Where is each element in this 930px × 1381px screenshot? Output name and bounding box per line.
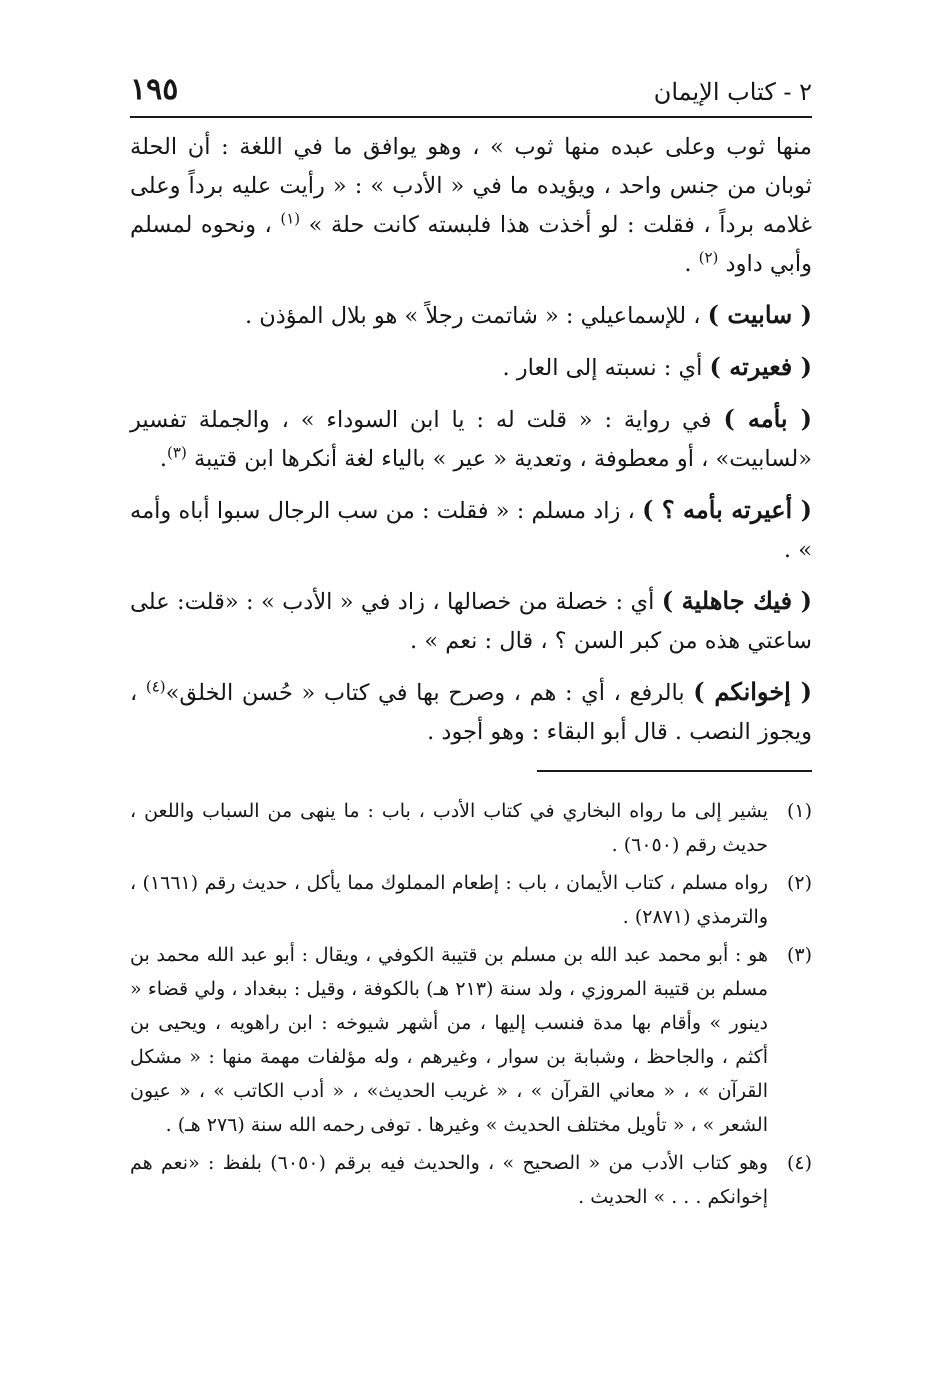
footnote-text: هو : أبو محمد عبد الله بن مسلم بن قتيبة الكوفي ، ويقال : أبو عبد الله محمد بن مسلم بن قتيبة المروزي ، ولد سنة (٢١٣ هـ) بالكوفة ، وقيل : ببغداد ، ولي قضاء « دينور » وأقام بها مدة فنسب إليها ، من أشهر شيوخه : ابن راهويه ، ويحيى بن أكثم ، والجاحظ ، وشبابة بن سوار ، وغيرهم ، وله مؤلفات مهمة منها : « مشكل القرآن » ، « معاني القرآن » ، « غريب الحديث» ، « أدب الكاتب » ، « عيون الشعر » ، « تأويل مختلف الحديث » وغيرها . توفى رحمه الله سنة (٢٧٦ هـ) . bbox=[130, 944, 769, 1136]
paragraph-5 bbox=[130, 490, 812, 570]
lemma-keyword: ( فعيرته ) bbox=[709, 352, 812, 381]
lemma-keyword: ( فيك جاهلية ) bbox=[661, 586, 812, 615]
chapter-title: ٢ - كتاب الإيمان bbox=[653, 78, 812, 106]
footnote-3 bbox=[130, 938, 812, 1142]
page-number: ١٩٥ bbox=[130, 72, 179, 107]
footnote-number: (٤) bbox=[786, 1152, 812, 1174]
paragraph-text: ، للإسماعيلي : « شاتمت رجلاً » هو بلال المؤذن . bbox=[244, 303, 708, 329]
paragraph-6 bbox=[130, 581, 812, 661]
footnote-number: (٣) bbox=[786, 944, 812, 966]
footnote-4 bbox=[130, 1146, 812, 1214]
footnote-text: وهو كتاب الأدب من « الصحيح » ، والحديث فيه برقم (٦٠٥٠) بلفظ : «نعم هم إخوانكم . . . » الحديث . bbox=[130, 1152, 768, 1208]
paragraph-text: في رواية : « قلت له : يا ابن السوداء » ، والجملة تفسير «لسابيت» ، أو معطوفة ، وتعدية « عير » بالياء لغة أنكرها ابن قتيبة bbox=[130, 407, 812, 472]
paragraph-text: أي : نسبته إلى العار . bbox=[502, 355, 710, 381]
lemma-keyword: ( إخوانكم ) bbox=[693, 677, 812, 706]
paragraph-7 bbox=[130, 672, 812, 752]
paragraph-text: منها ثوب وعلى عبده منها ثوب » ، وهو يوافق ما في اللغة : أن الحلة ثوبان من جنس واحد ، ويؤيده ما في « الأدب » : « رأيت عليه برداً وعلى غلامه برداً ، فقلت : لو أخذت هذا فلبسته كانت حلة » bbox=[130, 134, 812, 238]
footnote-ref-1[interactable]: (١) bbox=[280, 209, 301, 228]
footnote-text: يشير إلى ما رواه البخاري في كتاب الأدب ، باب : ما ينهى من السباب واللعن ، حديث رقم (٦٠٥٠) . bbox=[130, 800, 768, 856]
paragraph-text: . bbox=[159, 446, 168, 472]
footnotes bbox=[130, 794, 812, 1214]
paragraph-text: ، ويجوز النصب . قال أبو البقاء : وهو أجود . bbox=[130, 680, 812, 745]
running-header bbox=[130, 68, 812, 118]
paragraph-2 bbox=[130, 295, 812, 336]
paragraph-4 bbox=[130, 399, 812, 479]
paragraph-text: ، زاد مسلم : « فقلت : من سب الرجال سبوا أباه وأمه » . bbox=[130, 498, 812, 563]
footnote-2 bbox=[130, 866, 812, 934]
footnote-ref-2[interactable]: (٢) bbox=[698, 248, 719, 267]
paragraph-text: . bbox=[684, 251, 699, 277]
footnote-ref-4[interactable]: (٤) bbox=[145, 677, 166, 696]
lemma-keyword: ( بأمه ) bbox=[723, 404, 812, 433]
paragraph-text: بالرفع ، أي : هم ، وصرح بها في كتاب « حُسن الخلق» bbox=[165, 680, 694, 706]
lemma-keyword: ( أعيرته بأمه ؟ ) bbox=[642, 495, 812, 524]
main-text bbox=[130, 128, 812, 752]
footnote-number: (١) bbox=[786, 800, 812, 822]
footnote-ref-3[interactable]: (٣) bbox=[167, 443, 187, 462]
paragraph-text: أي : خصلة من خصالها ، زاد في « الأدب » : «قلت: على ساعتي هذه من كبر السن ؟ ، قال : نعم » . bbox=[130, 589, 812, 654]
paragraph-1 bbox=[130, 128, 812, 284]
footnote-1 bbox=[130, 794, 812, 862]
book-page bbox=[130, 68, 812, 1218]
lemma-keyword: ( سابيت ) bbox=[707, 300, 812, 329]
footnote-number: (٢) bbox=[786, 872, 812, 894]
paragraph-text: ، ونحوه لمسلم وأبي داود bbox=[130, 212, 812, 277]
footnote-text: رواه مسلم ، كتاب الأيمان ، باب : إطعام المملوك مما يأكل ، حديث رقم (١٦٦١) ، والترمذي (٢٨٧١) . bbox=[130, 872, 768, 928]
paragraph-3 bbox=[130, 347, 812, 388]
footnote-divider bbox=[537, 770, 812, 772]
